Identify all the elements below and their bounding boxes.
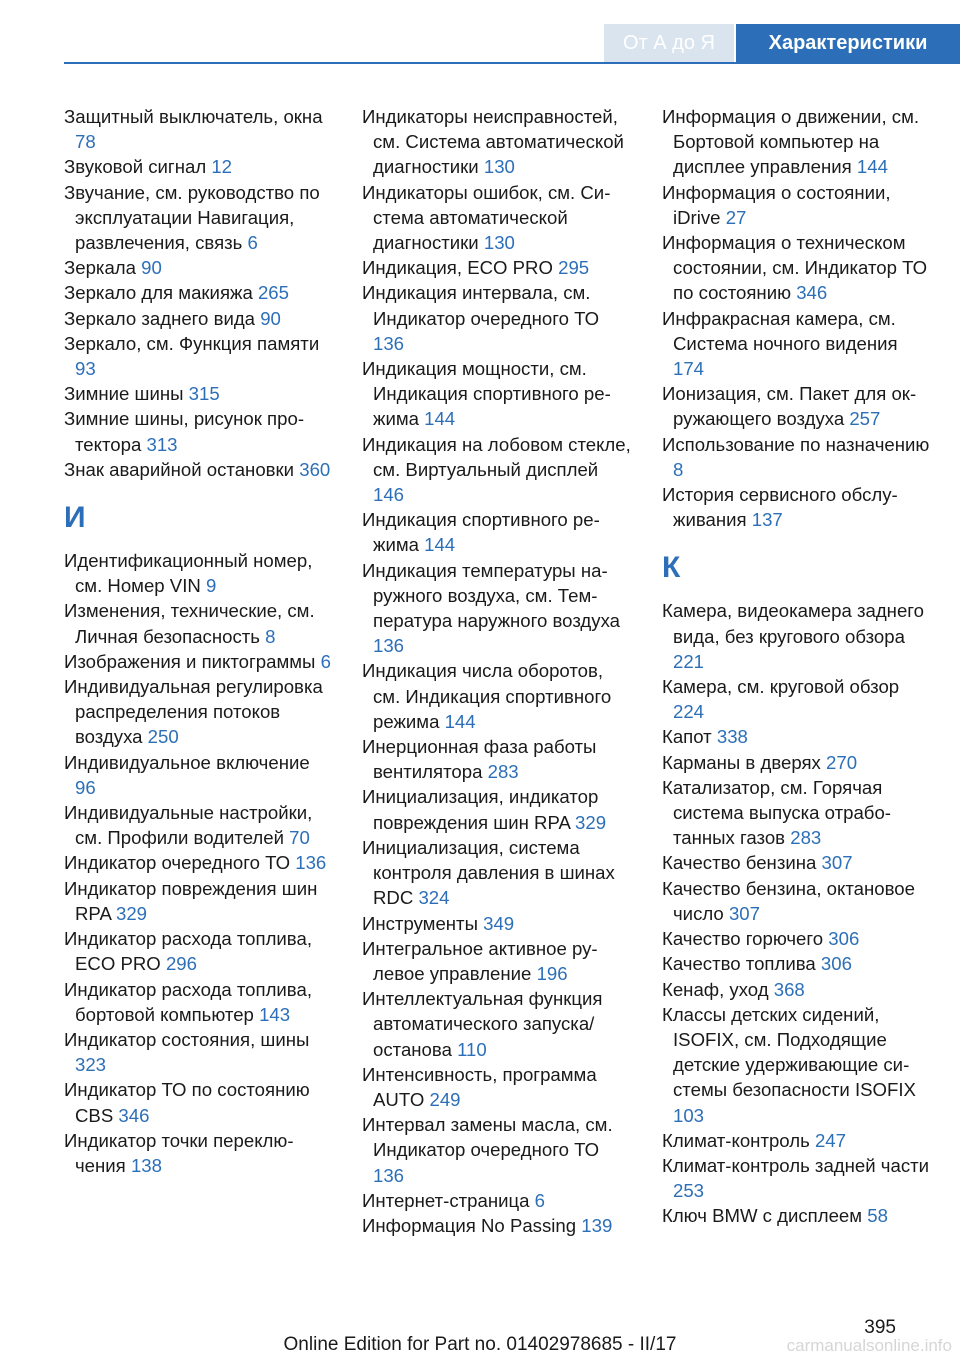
- entry-text: Индикатор ТО по состоянию CBS: [64, 1079, 310, 1126]
- index-entry: [362, 986, 632, 1062]
- entry-text: Интеллектуальная функция автоматического запуска/ останова: [362, 988, 603, 1060]
- index-entry: [64, 1128, 334, 1178]
- index-entry: [662, 1128, 932, 1153]
- index-entry: [362, 784, 632, 834]
- index-entry: [662, 180, 932, 230]
- page-link[interactable]: 144: [424, 408, 456, 430]
- page-link[interactable]: 270: [826, 751, 858, 773]
- index-entry: [64, 649, 334, 674]
- index-entry: [362, 936, 632, 986]
- entry-text: Индикаторы ошибок, см. Система автоматической диагностики: [362, 181, 611, 254]
- index-entry: [662, 850, 932, 875]
- index-entry: [662, 104, 932, 180]
- index-entry: [362, 835, 632, 911]
- entry-text: Качество бензина: [662, 852, 817, 874]
- index-entry: [64, 280, 334, 305]
- page-link[interactable]: 324: [418, 887, 450, 909]
- entry-text: Информация о движении, см. Бортовой компьютер на дисплее управления: [662, 106, 920, 178]
- index-entry: [64, 1077, 334, 1127]
- page-link[interactable]: 144: [444, 710, 476, 732]
- page-link[interactable]: 295: [558, 257, 590, 279]
- index-entry: [362, 1112, 632, 1188]
- entry-text: Ключ BMW с дисплеем: [662, 1205, 863, 1227]
- page-link[interactable]: 93: [75, 358, 96, 380]
- index-entry: [64, 750, 334, 800]
- entry-text: Защитный выключатель, окна: [64, 106, 323, 127]
- entry-text: Информация No Passing: [362, 1214, 577, 1236]
- index-entry: [662, 926, 932, 951]
- page-link[interactable]: 144: [424, 534, 456, 556]
- index-entry: [662, 674, 932, 724]
- page-link[interactable]: 144: [856, 156, 888, 178]
- index-entry: [362, 180, 632, 256]
- index-entry: [64, 331, 334, 381]
- header-divider: [64, 62, 960, 64]
- page-link[interactable]: 70: [289, 827, 310, 849]
- page-link[interactable]: 12: [211, 156, 233, 178]
- page-link[interactable]: 253: [673, 1180, 705, 1202]
- index-entry: [362, 558, 632, 659]
- entry-text: Инструменты: [362, 912, 478, 934]
- index-entry: [362, 432, 632, 508]
- entry-text: Катализатор, см. Горячая система выпуска отработанных газов: [662, 776, 891, 849]
- page-link[interactable]: 306: [820, 953, 852, 975]
- page-link[interactable]: 368: [773, 978, 805, 1000]
- page-link[interactable]: 360: [299, 458, 331, 480]
- index-entry: [662, 750, 932, 775]
- entry-text: Климат-контроль: [662, 1129, 810, 1151]
- index-entry: [662, 381, 932, 431]
- entry-text: Зеркало для макияжа: [64, 282, 253, 304]
- entry-text: Индикатор повреждения шин RPA: [64, 877, 318, 924]
- index-entry: [662, 598, 932, 674]
- entry-text: Карманы в дверях: [662, 751, 821, 773]
- section-letter: И: [64, 501, 86, 535]
- page-link[interactable]: 283: [487, 761, 519, 783]
- entry-text: Инициализация, индикатор повреждения шин RPA: [362, 786, 599, 833]
- index-entry: [362, 104, 632, 180]
- index-column-1: [64, 104, 334, 1178]
- page-link[interactable]: 137: [751, 509, 783, 531]
- page-link[interactable]: 307: [821, 852, 853, 874]
- index-entry: [362, 356, 632, 432]
- page-link[interactable]: 138: [130, 1154, 162, 1176]
- page-link[interactable]: 323: [75, 1054, 107, 1076]
- entry-text: Индивидуальное включение: [64, 751, 310, 773]
- index-entry: [64, 926, 334, 976]
- entry-text: Интенсивность, программа AUTO: [362, 1063, 597, 1110]
- entry-text: Качество горючего: [662, 928, 824, 950]
- entry-text: Индикация мощности, см. Индикация спортивного режима: [362, 358, 611, 430]
- index-entry: [362, 280, 632, 356]
- index-entry: [662, 951, 932, 976]
- page-link[interactable]: 136: [295, 852, 327, 874]
- index-entry: [662, 775, 932, 851]
- entry-text: Индивидуальная регулировка распределения потоков воздуха: [64, 676, 323, 748]
- page-link[interactable]: 315: [188, 383, 220, 405]
- entry-text: Климат-контроль задней части: [662, 1154, 930, 1176]
- entry-text: Индивидуальные настройки, см. Профили водителей: [64, 802, 313, 849]
- entry-text: Индикация интервала, см. Индикатор очередного ТО: [362, 282, 600, 329]
- entry-text: Зеркала: [64, 257, 136, 279]
- page-link[interactable]: 250: [147, 726, 179, 748]
- page-link[interactable]: 349: [483, 912, 515, 934]
- entry-text: Интервал замены масла, см. Индикатор очередного ТО: [362, 1114, 613, 1161]
- watermark: carmanualsonline.info: [786, 1336, 952, 1355]
- page-link[interactable]: 174: [673, 358, 705, 380]
- entry-text: Инфракрасная камера, см. Система ночного видения: [662, 307, 898, 354]
- entry-text: Качество бензина, октановое число: [662, 877, 915, 924]
- page-link[interactable]: 6: [534, 1189, 545, 1211]
- index-entry: [662, 230, 932, 306]
- page-link[interactable]: 249: [429, 1088, 461, 1110]
- entry-text: Камера, см. круговой обзор: [662, 676, 900, 698]
- index-entry: [64, 255, 334, 280]
- entry-text: Интернет-страница: [362, 1189, 530, 1211]
- page-link[interactable]: 8: [265, 625, 276, 647]
- index-entry: [64, 598, 334, 648]
- index-entry: [662, 1203, 932, 1228]
- entry-text: Индикатор расхода топлива, ECO PRO: [64, 928, 312, 975]
- entry-text: Зеркало, см. Функция памяти: [64, 332, 320, 354]
- entry-text: Изменения, технические, см. Личная безопасность: [64, 600, 315, 647]
- page-link[interactable]: 221: [673, 650, 705, 672]
- entry-text: Индикация спортивного режима: [362, 509, 600, 556]
- index-entry: [662, 1153, 932, 1203]
- entry-text: Инициализация, система контроля давления в шинах RDC: [362, 836, 615, 909]
- index-entry: [64, 180, 334, 256]
- index-entry: [362, 734, 632, 784]
- entry-text: Звуковой сигнал: [64, 156, 207, 178]
- entry-text: Капот: [662, 726, 712, 748]
- index-entry: [64, 977, 334, 1027]
- section-letter: К: [662, 551, 681, 585]
- index-entry: [64, 381, 334, 406]
- entry-text: Информация о состоянии, iDrive: [662, 181, 891, 228]
- index-entry: [362, 658, 632, 734]
- page-link[interactable]: 224: [673, 701, 705, 723]
- page-link[interactable]: 265: [257, 282, 289, 304]
- page-header: [0, 0, 960, 62]
- index-entry: [64, 850, 334, 875]
- page-number: 395: [864, 1317, 896, 1338]
- page-link[interactable]: 143: [259, 1003, 291, 1025]
- entry-text: Классы детских сидений, ISOFIX, см. Подходящие детские удерживающие системы безопасности ISOFIX: [662, 1003, 916, 1101]
- page-link[interactable]: 196: [536, 962, 568, 984]
- index-entry: [362, 507, 632, 557]
- entry-text: Индикация числа оборотов, см. Индикация спортивного режима: [362, 660, 612, 732]
- entry-text: Информация о техническом состоянии, см. Индикатор ТО по состоянию: [662, 232, 928, 304]
- entry-text: Зеркало заднего вида: [64, 307, 256, 329]
- index-entry: [362, 1062, 632, 1112]
- page-link[interactable]: 346: [118, 1104, 150, 1126]
- index-entry: [662, 724, 932, 749]
- entry-text: Знак аварийной остановки: [64, 458, 295, 480]
- entry-text: Индикатор точки переключения: [64, 1129, 294, 1176]
- index-entry: [64, 104, 334, 154]
- page-link[interactable]: 136: [373, 1164, 405, 1186]
- page-link[interactable]: 329: [116, 902, 148, 924]
- index-entry: [362, 1213, 632, 1238]
- index-entry: [64, 306, 334, 331]
- entry-text: Качество топлива: [662, 953, 816, 975]
- index-entry: [64, 457, 334, 482]
- page-link[interactable]: 130: [483, 156, 515, 178]
- entry-text: Идентификационный номер, см. Номер VIN: [64, 550, 313, 597]
- page-link[interactable]: 283: [790, 827, 822, 849]
- entry-text: Использование по назначению: [662, 433, 930, 455]
- edition-footer: Online Edition for Part no. 01402978685 - II/17: [283, 1334, 677, 1355]
- page-link[interactable]: 136: [373, 332, 405, 354]
- page-link[interactable]: 296: [165, 953, 197, 975]
- tab-specifications[interactable]: Характеристики: [736, 24, 960, 62]
- entry-text: Зимние шины, рисунок протектора: [64, 408, 305, 455]
- page-link[interactable]: 257: [849, 408, 881, 430]
- index-entry: [64, 674, 334, 750]
- entry-text: Индикатор состояния, шины: [64, 1028, 310, 1050]
- page-link[interactable]: 8: [673, 458, 684, 480]
- page-link[interactable]: 306: [828, 928, 860, 950]
- page-link[interactable]: 247: [814, 1129, 846, 1151]
- entry-text: Кенаф, уход: [662, 978, 769, 1000]
- page-link[interactable]: 90: [141, 257, 162, 279]
- index-entry: [662, 977, 932, 1002]
- entry-text: Индикация, ECO PRO: [362, 257, 553, 279]
- index-entry: [362, 1188, 632, 1213]
- entry-text: Индикаторы неисправностей, см. Система автоматической диагностики: [362, 106, 624, 178]
- index-column-2: [362, 104, 632, 1238]
- page-link[interactable]: 6: [247, 232, 258, 254]
- entry-text: Интегральное активное рулевое управление: [362, 937, 598, 984]
- entry-text: Камера, видеокамера заднего вида, без кругового обзора: [662, 600, 925, 647]
- page-link[interactable]: 9: [205, 575, 217, 597]
- page-link[interactable]: 130: [483, 232, 515, 254]
- entry-text: Индикация на лобовом стекле, см. Виртуальный дисплей: [362, 433, 631, 480]
- index-entry: [662, 306, 932, 382]
- index-entry: [662, 482, 932, 532]
- page-link[interactable]: 90: [260, 307, 281, 329]
- page-link[interactable]: 139: [581, 1214, 613, 1236]
- index-entry: [64, 800, 334, 850]
- index-entry: [662, 1002, 932, 1128]
- entry-text: Изображения и пиктограммы: [64, 650, 316, 672]
- page-link[interactable]: 78: [75, 131, 96, 153]
- index-entry: [362, 911, 632, 936]
- entry-text: Ионизация, см. Пакет для окружающего воздуха: [662, 383, 917, 430]
- page-link[interactable]: 103: [673, 1104, 705, 1126]
- index-entry: [64, 1027, 334, 1077]
- page-link[interactable]: 146: [373, 484, 405, 506]
- index-entry: [64, 406, 334, 456]
- page-link[interactable]: 110: [457, 1038, 487, 1060]
- page-link[interactable]: 329: [575, 811, 607, 833]
- page-link[interactable]: 96: [75, 776, 96, 798]
- page-link[interactable]: 58: [867, 1205, 888, 1227]
- entry-text: История сервисного обслуживания: [662, 484, 898, 531]
- entry-text: Зимние шины: [64, 383, 184, 405]
- entry-text: Индикация температуры наружного воздуха, см. Температура наружного воздуха: [362, 559, 621, 632]
- index-entry: [662, 876, 932, 926]
- page-link[interactable]: 27: [725, 206, 747, 228]
- index-entry: [662, 432, 932, 482]
- entry-text: Индикатор расхода топлива, бортовой компьютер: [64, 978, 312, 1025]
- entry-text: Звучание, см. руководство по эксплуатации Навигация, развлечения, связь: [64, 181, 320, 254]
- page-link[interactable]: 6: [320, 650, 331, 672]
- page-link[interactable]: 313: [146, 433, 178, 455]
- page-link[interactable]: 346: [796, 282, 828, 304]
- page-link[interactable]: 338: [716, 726, 748, 748]
- index-entry: [64, 876, 334, 926]
- entry-text: Инерционная фаза работы вентилятора: [362, 736, 597, 783]
- index-entry: [362, 255, 632, 280]
- index-entry: [64, 154, 334, 179]
- entry-text: Индикатор очередного ТО: [64, 852, 291, 874]
- index-entry: [64, 548, 334, 598]
- tab-a-to-z[interactable]: От А до Я: [604, 24, 734, 62]
- index-column-3: [662, 104, 932, 1229]
- page-link[interactable]: 136: [373, 635, 405, 657]
- page-link[interactable]: 307: [728, 902, 760, 924]
